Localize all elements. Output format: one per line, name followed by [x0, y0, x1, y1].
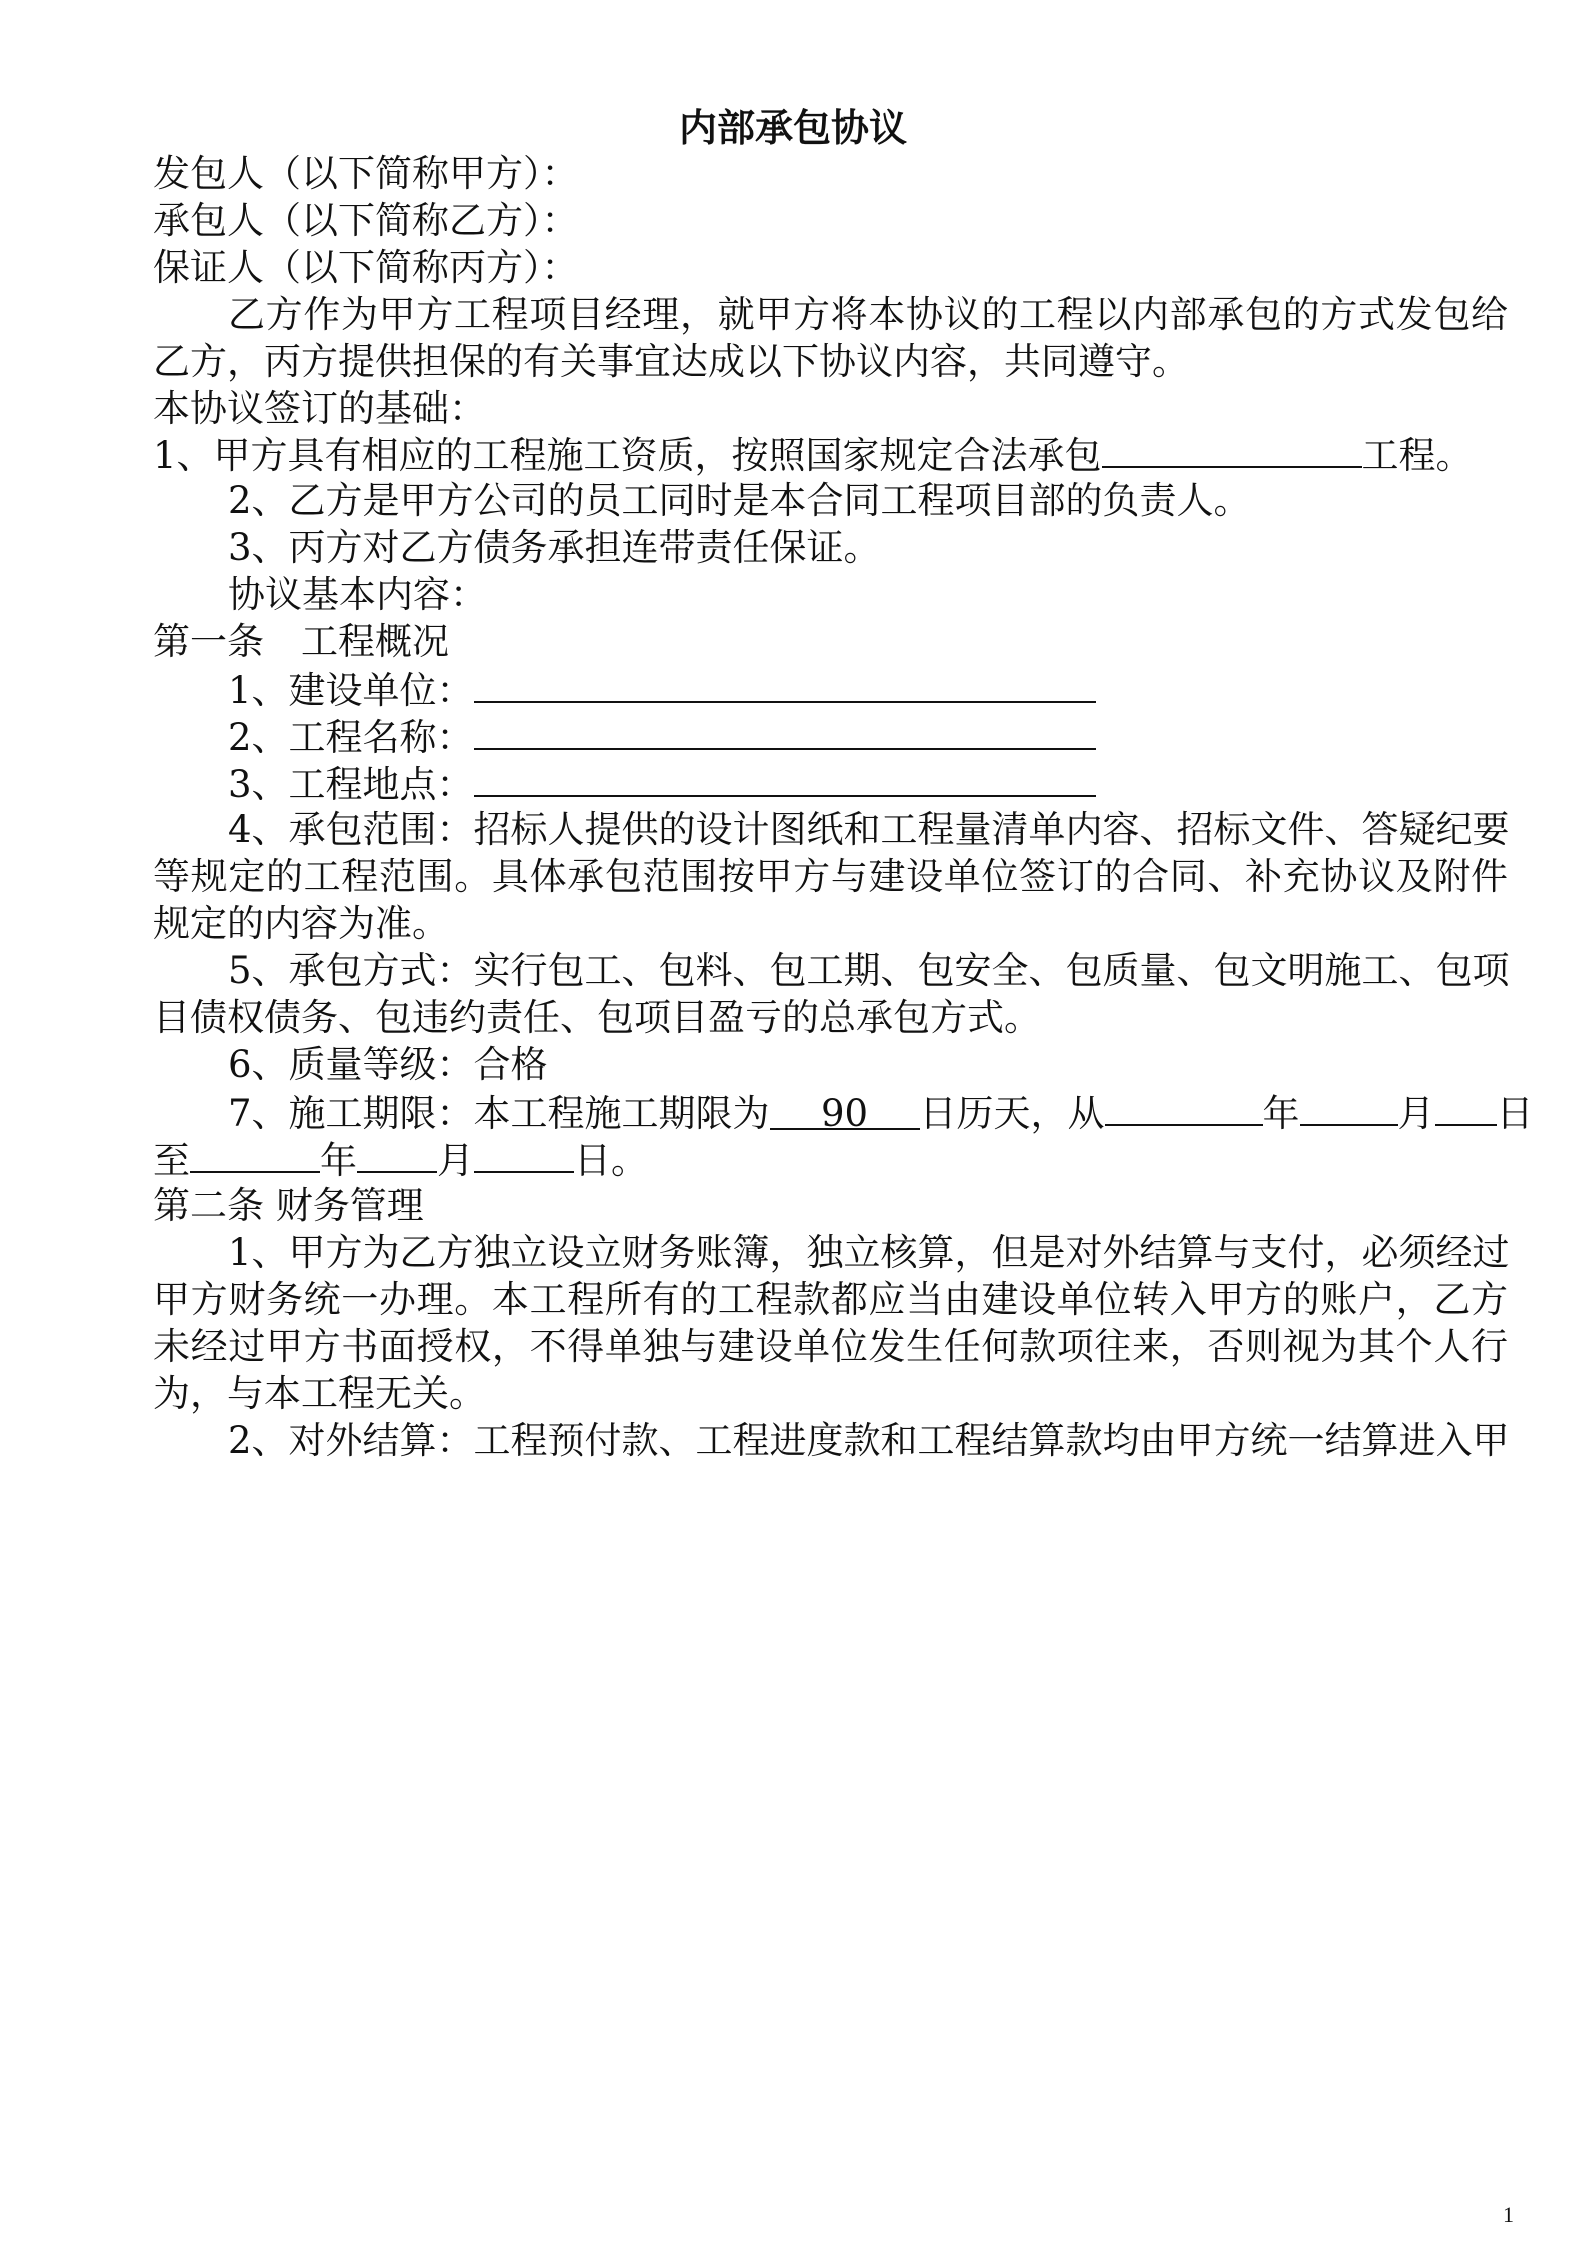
- end-month-label: 月: [437, 1139, 474, 1182]
- end-day-label: 日。: [574, 1139, 648, 1182]
- page-number: 1: [1503, 2202, 1514, 2227]
- finance-line-1: 1、甲方为乙方独立设立财务账簿，独立核算，但是对外结算与支付，必须经过: [228, 1231, 1510, 1274]
- end-day-blank: [474, 1137, 574, 1173]
- duration-line-1: [228, 1090, 1534, 1136]
- article-2-heading: 第二条 财务管理: [153, 1184, 424, 1227]
- basis-item-1-suffix: 工程。: [1361, 434, 1473, 477]
- guarantor-line: 保证人（以下简称丙方）：: [153, 246, 579, 289]
- scope-line-3: 规定的内容为准。: [153, 902, 449, 945]
- finance-line-3: 未经过甲方书面授权，不得单独与建设单位发生任何款项往来，否则视为其个人行: [153, 1325, 1508, 1368]
- basis-heading: 本协议签订的基础：: [153, 387, 486, 430]
- start-year-blank: [1105, 1090, 1263, 1126]
- construction-unit-label: 1、建设单位：: [228, 669, 474, 712]
- start-month-blank: [1300, 1090, 1398, 1126]
- end-year-label: 年: [320, 1139, 357, 1182]
- scope-line-2: 等规定的工程范围。具体承包范围按甲方与建设单位签订的合同、补充协议及附件: [153, 855, 1508, 898]
- duration-line-2: [153, 1137, 648, 1183]
- end-month-blank: [357, 1137, 437, 1173]
- project-location-label: 3、工程地点：: [228, 763, 474, 806]
- start-year-label: 年: [1262, 1092, 1300, 1135]
- end-year-blank: [190, 1137, 320, 1173]
- construction-unit-line: [228, 667, 1096, 713]
- duration-label: 7、施工期限：本工程施工期限为: [228, 1092, 770, 1135]
- project-name-field-blank: [474, 714, 1096, 750]
- basis-item-2: 2、乙方是甲方公司的员工同时是本合同工程项目部的负责人。: [228, 479, 1251, 522]
- intro-paragraph-line-1: 乙方作为甲方工程项目经理，就甲方将本协议的工程以内部承包的方式发包给: [228, 293, 1508, 336]
- duration-days-value: 90: [770, 1094, 920, 1130]
- duration-from-label: 日历天，从: [919, 1092, 1105, 1135]
- start-day-blank: [1435, 1090, 1497, 1126]
- project-name-blank: [1102, 432, 1362, 468]
- basis-item-1: [153, 432, 1473, 478]
- construction-unit-blank: [474, 667, 1096, 703]
- contract-mode-line-2: 目债权债务、包违约责任、包项目盈亏的总承包方式。: [153, 996, 1041, 1039]
- start-day-label: 日: [1496, 1092, 1534, 1135]
- basis-item-3: 3、丙方对乙方债务承担连带责任保证。: [228, 526, 881, 569]
- start-month-label: 月: [1397, 1092, 1435, 1135]
- project-location-line: [228, 761, 1096, 807]
- finance-line-2: 甲方财务统一办理。本工程所有的工程款都应当由建设单位转入甲方的账户，乙方: [153, 1278, 1508, 1321]
- project-name-line: [228, 714, 1096, 760]
- intro-paragraph-line-2: 乙方，丙方提供担保的有关事宜达成以下协议内容，共同遵守。: [153, 340, 1189, 383]
- settlement-line-1: 2、对外结算：工程预付款、工程进度款和工程结算款均由甲方统一结算进入甲: [228, 1419, 1510, 1462]
- scope-line-1: 4、承包范围：招标人提供的设计图纸和工程量清单内容、招标文件、答疑纪要: [228, 808, 1510, 851]
- content-heading: 协议基本内容：: [228, 573, 487, 616]
- basis-item-1-text: 1、甲方具有相应的工程施工资质，按照国家规定合法承包: [153, 434, 1102, 477]
- party-a-line: 发包人（以下简称甲方）：: [153, 152, 579, 195]
- project-location-blank: [474, 761, 1096, 797]
- article-1-heading: 第一条 工程概况: [153, 620, 449, 663]
- party-b-line: 承包人（以下简称乙方）：: [153, 199, 579, 242]
- quality-grade-line: 6、质量等级：合格: [228, 1043, 548, 1086]
- contract-mode-line-1: 5、承包方式：实行包工、包料、包工期、包安全、包质量、包文明施工、包项: [228, 949, 1510, 992]
- finance-line-4: 为，与本工程无关。: [153, 1372, 486, 1415]
- document-title: 内部承包协议: [678, 105, 907, 150]
- project-name-label: 2、工程名称：: [228, 716, 474, 759]
- until-label: 至: [153, 1139, 190, 1182]
